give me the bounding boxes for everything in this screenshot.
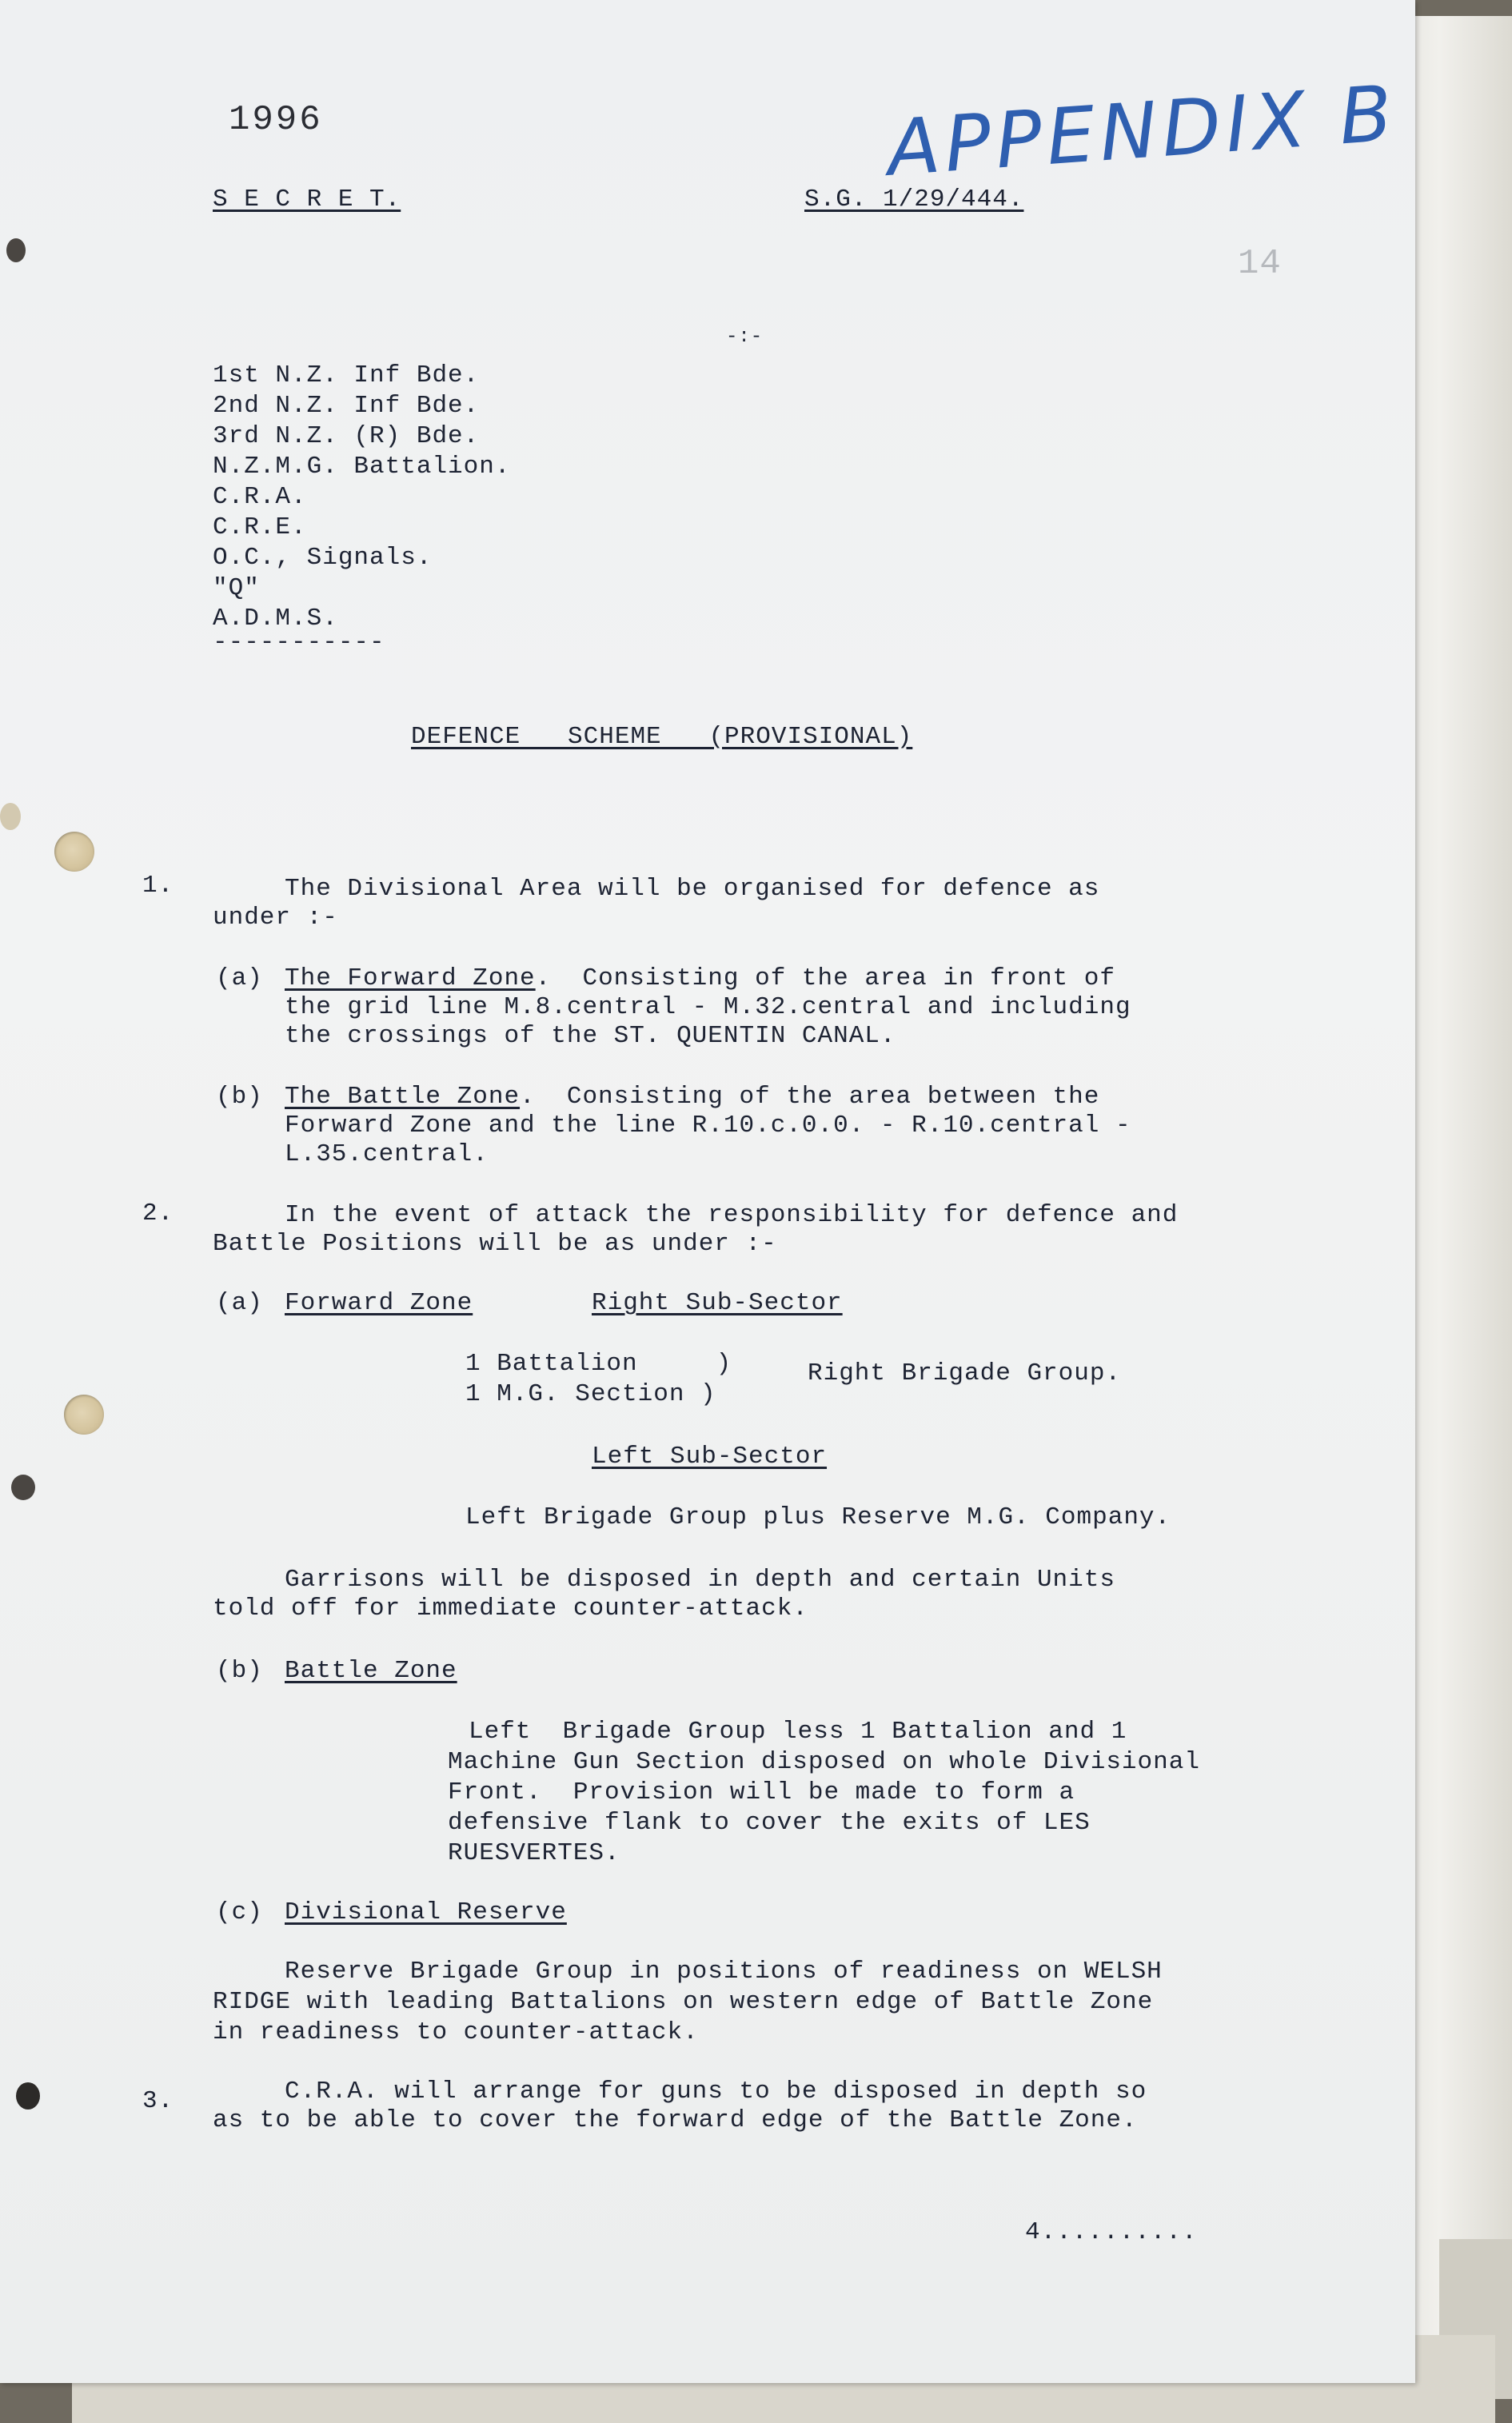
subparagraph-text: the crossings of the ST. QUENTIN CANAL. [285, 1022, 896, 1050]
paragraph-text: Garrisons will be disposed in depth and certain Units [285, 1566, 1115, 1594]
subparagraph-text: . Consisting of the area in front of [535, 964, 1115, 992]
punch-hole [11, 1475, 35, 1500]
subparagraph-line [285, 1083, 1099, 1112]
document-title: DEFENCE SCHEME (PROVISIONAL) [411, 723, 913, 751]
subparagraph-label: (c) [216, 1898, 263, 1926]
appendix-handwritten-mark: APPENDIX B [884, 68, 1400, 194]
distribution-item: 2nd N.Z. Inf Bde. [213, 392, 480, 420]
unit-line: 1 Battalion ) [465, 1350, 732, 1378]
continuation-mark: 4.......... [1025, 2218, 1198, 2246]
paragraph-text: told off for immediate counter-attack. [213, 1595, 808, 1623]
subparagraph-text: . Consisting of the area between the [520, 1083, 1100, 1111]
subparagraph-label: (b) [216, 1083, 263, 1111]
classification: S E C R E T. [213, 186, 401, 214]
subparagraph-heading: Forward Zone [285, 1289, 473, 1317]
punch-hole [6, 238, 26, 262]
unit-line: 1 M.G. Section ) [465, 1380, 716, 1408]
distribution-item: A.D.M.S. [213, 605, 338, 633]
paragraph-text: Machine Gun Section disposed on whole Divisional [448, 1748, 1200, 1776]
subparagraph-heading: The Forward Zone [285, 964, 536, 992]
subparagraph-text: Forward Zone and the line R.10.c.0.0. - R.10.central - [285, 1112, 1131, 1140]
punch-hole [54, 832, 94, 872]
punch-hole [64, 1395, 104, 1435]
subparagraph-text: the grid line M.8.central - M.32.central and including [285, 993, 1131, 1021]
center-mark: -:- [726, 326, 764, 348]
sector-heading: Left Sub-Sector [592, 1443, 828, 1471]
brigade-group: Right Brigade Group. [808, 1359, 1122, 1387]
paragraph-text: defensive flank to cover the exits of LES [448, 1809, 1091, 1837]
distribution-item: 1st N.Z. Inf Bde. [213, 361, 480, 389]
paragraph-number: 1. [142, 872, 174, 900]
distribution-item: "Q" [213, 574, 260, 602]
paragraph-text: as to be able to cover the forward edge of the Battle Zone. [213, 2106, 1138, 2134]
subparagraph-text: L.35.central. [285, 1140, 489, 1168]
reference-number: S.G. 1/29/444. [804, 186, 1024, 214]
distribution-item: C.R.A. [213, 483, 307, 511]
punch-hole [16, 2082, 40, 2110]
subparagraph-line [285, 964, 1115, 993]
subparagraph-heading: Battle Zone [285, 1657, 457, 1685]
paragraph-text: Reserve Brigade Group in positions of readiness on WELSH [285, 1958, 1163, 1986]
sector-heading: Right Sub-Sector [592, 1289, 843, 1317]
distribution-item: 3rd N.Z. (R) Bde. [213, 422, 480, 450]
distribution-rule: ----------- [213, 629, 385, 657]
paragraph-text: RUESVERTES. [448, 1839, 620, 1867]
folio-number: 14 [1238, 244, 1282, 284]
punch-hole [0, 803, 21, 830]
brigade-group: Left Brigade Group plus Reserve M.G. Company. [465, 1503, 1171, 1531]
paragraph-text: under :- [213, 904, 338, 932]
subparagraph-heading: Divisional Reserve [285, 1898, 567, 1926]
paragraph-text: C.R.A. will arrange for guns to be disposed in depth so [285, 2078, 1147, 2106]
paragraph-text: Battle Positions will be as under :- [213, 1230, 777, 1258]
subparagraph-label: (b) [216, 1657, 263, 1685]
paragraph-text: Left Brigade Group less 1 Battalion and 1 [469, 1718, 1127, 1746]
paragraph-text: Front. Provision will be made to form a [448, 1778, 1075, 1806]
document-number: 1996 [229, 100, 323, 140]
subparagraph-label: (a) [216, 1289, 263, 1317]
paragraph-text: In the event of attack the responsibility for defence and [285, 1201, 1179, 1229]
subparagraph-heading: The Battle Zone [285, 1083, 521, 1111]
distribution-item: C.R.E. [213, 513, 307, 541]
paragraph-text: RIDGE with leading Battalions on western edge of Battle Zone [213, 1988, 1154, 2016]
paragraph-number: 2. [142, 1200, 174, 1227]
subparagraph-label: (a) [216, 964, 263, 992]
paragraph-text: in readiness to counter-attack. [213, 2018, 699, 2046]
distribution-item: O.C., Signals. [213, 544, 433, 572]
distribution-item: N.Z.M.G. Battalion. [213, 453, 511, 481]
paragraph-number: 3. [142, 2087, 174, 2115]
paragraph-text: The Divisional Area will be organised for defence as [285, 875, 1100, 903]
